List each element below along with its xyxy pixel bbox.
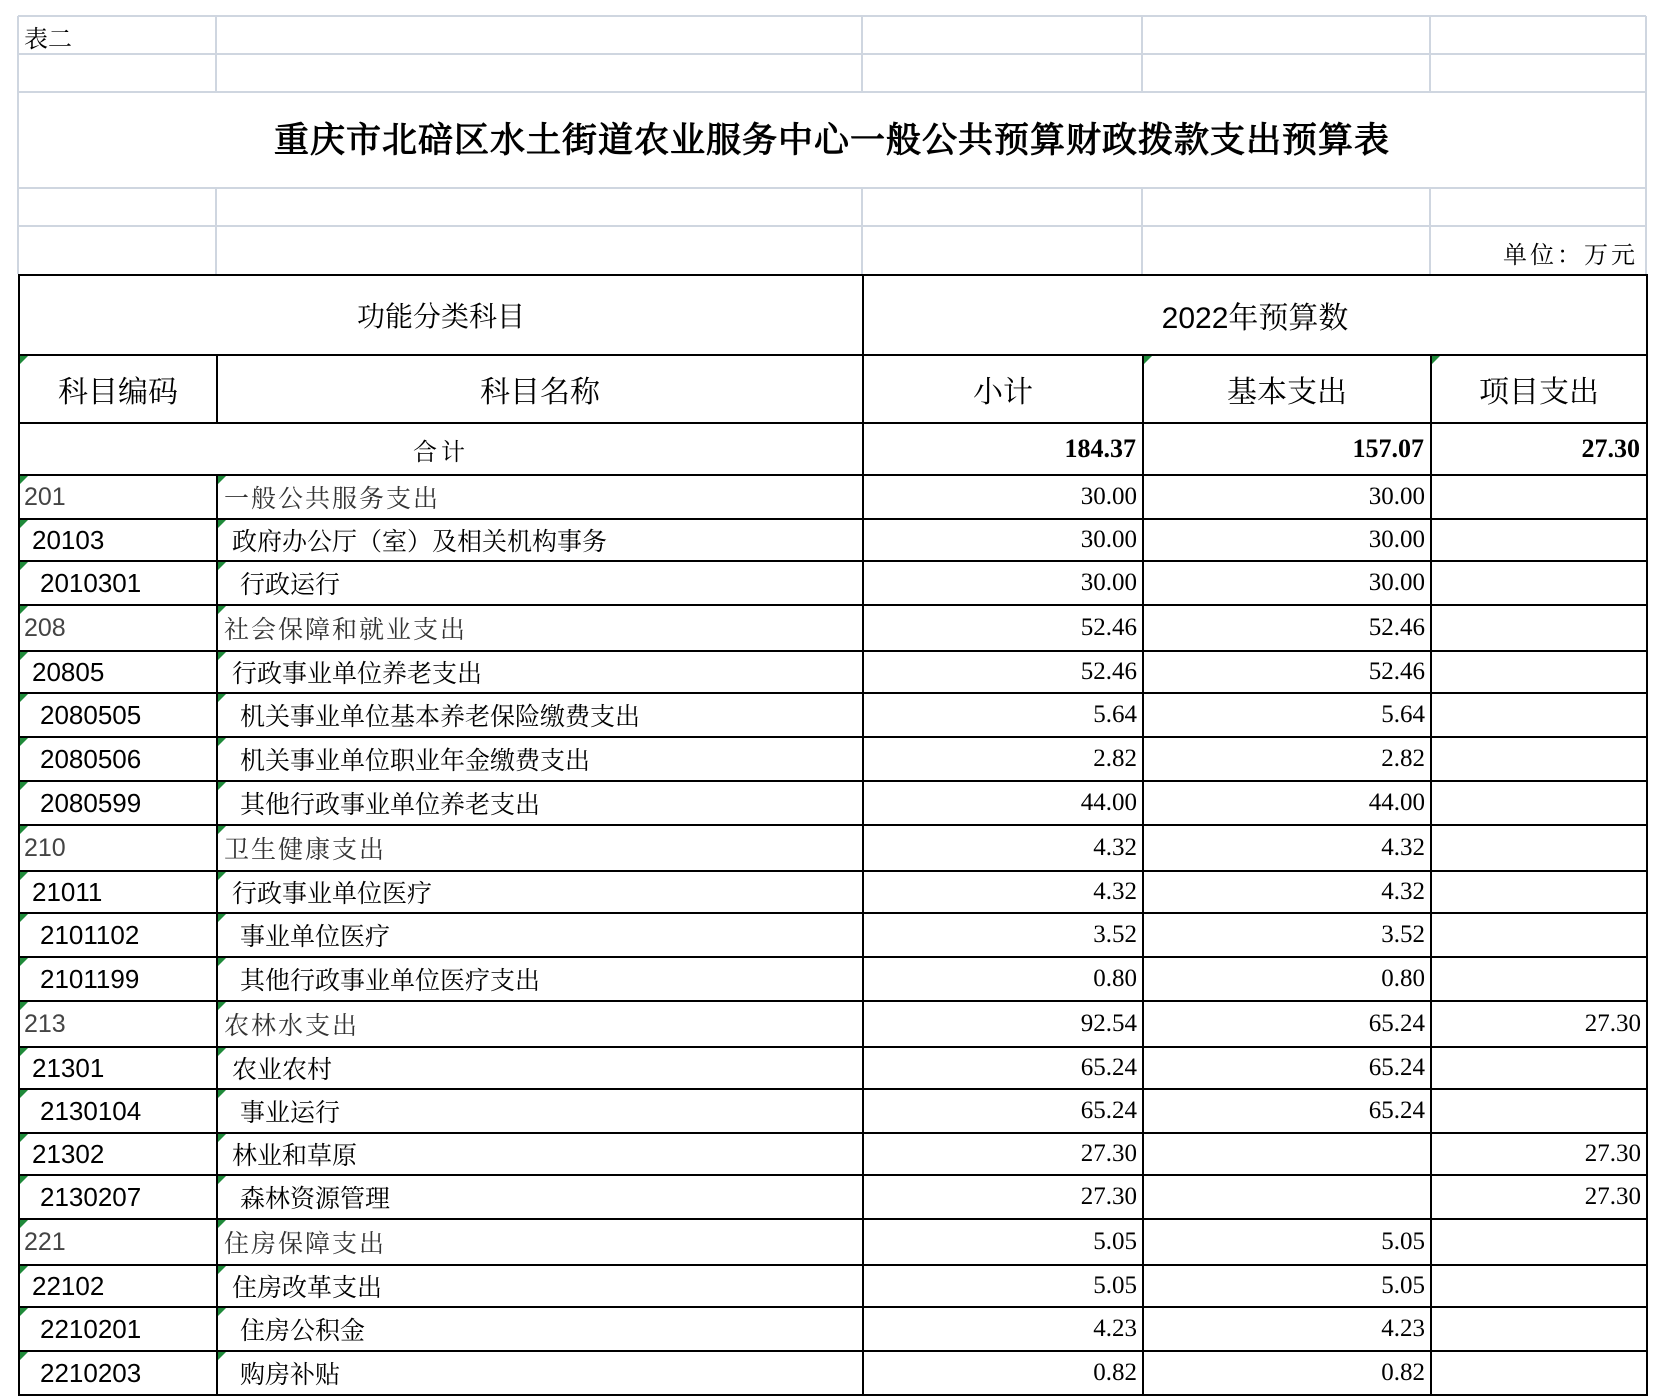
row-subtotal: 30.00 [863, 475, 1143, 519]
row-project [1431, 913, 1647, 957]
row-subtotal: 30.00 [863, 561, 1143, 605]
table-row [19, 1265, 1647, 1307]
total-subtotal: 184.37 [863, 423, 1143, 475]
row-code: 210 [19, 825, 217, 871]
row-subtotal: 2.82 [863, 737, 1143, 781]
row-subtotal: 30.00 [863, 519, 1143, 561]
row-subtotal: 65.24 [863, 1089, 1143, 1133]
row-code: 2130207 [19, 1175, 217, 1219]
header-project: 项目支出 [1431, 355, 1647, 423]
row-basic: 5.05 [1143, 1219, 1431, 1265]
table-row [19, 693, 1647, 737]
row-basic: 52.46 [1143, 651, 1431, 693]
row-code: 2080506 [19, 737, 217, 781]
header-functional-class: 功能分类科目 [19, 275, 863, 355]
row-name: 住房改革支出 [217, 1265, 863, 1307]
text-number-marker [20, 1176, 28, 1184]
row-basic [1143, 1175, 1431, 1219]
row-basic: 65.24 [1143, 1047, 1431, 1089]
row-basic: 4.32 [1143, 825, 1431, 871]
row-project [1431, 1307, 1647, 1351]
row-code: 2080599 [19, 781, 217, 825]
row-subtotal: 52.46 [863, 605, 1143, 651]
row-code: 221 [19, 1219, 217, 1265]
row-subtotal: 44.00 [863, 781, 1143, 825]
row-project: 27.30 [1431, 1175, 1647, 1219]
row-name: 农业农村 [217, 1047, 863, 1089]
row-project [1431, 871, 1647, 913]
header-name: 科目名称 [217, 355, 863, 423]
text-number-marker [20, 872, 28, 880]
total-row [19, 423, 1647, 475]
row-project [1431, 1265, 1647, 1307]
table-row [19, 1219, 1647, 1265]
row-name: 农林水支出 [217, 1001, 863, 1047]
row-name: 机关事业单位基本养老保险缴费支出 [217, 693, 863, 737]
text-number-marker [20, 1048, 28, 1056]
row-name: 卫生健康支出 [217, 825, 863, 871]
text-number-marker [218, 826, 226, 834]
table-row [19, 825, 1647, 871]
row-name: 政府办公厅（室）及相关机构事务 [217, 519, 863, 561]
text-number-marker [20, 1266, 28, 1274]
row-subtotal: 5.64 [863, 693, 1143, 737]
row-project [1431, 737, 1647, 781]
row-basic [1143, 1133, 1431, 1175]
text-number-marker [20, 738, 28, 746]
total-project: 27.30 [1431, 423, 1647, 475]
table-row [19, 1133, 1647, 1175]
row-project [1431, 519, 1647, 561]
row-code: 2101102 [19, 913, 217, 957]
text-number-marker [1144, 356, 1152, 364]
row-basic: 4.32 [1143, 871, 1431, 913]
row-basic: 52.46 [1143, 605, 1431, 651]
text-number-marker [218, 1134, 226, 1142]
text-number-marker [20, 562, 28, 570]
row-code: 2010301 [19, 561, 217, 605]
table-row [19, 871, 1647, 913]
table-row [19, 1089, 1647, 1133]
text-number-marker [20, 606, 28, 614]
page-title: 重庆市北碚区水土街道农业服务中心一般公共预算财政拨款支出预算表 [273, 120, 1390, 161]
table-row [19, 913, 1647, 957]
row-project [1431, 781, 1647, 825]
row-basic: 0.82 [1143, 1351, 1431, 1395]
total-label: 合计 [19, 423, 863, 475]
row-name: 林业和草原 [217, 1133, 863, 1175]
sheet-label: 表二 [24, 25, 72, 53]
row-name: 行政运行 [217, 561, 863, 605]
table-row [19, 519, 1647, 561]
row-subtotal: 4.32 [863, 825, 1143, 871]
text-number-marker [20, 1220, 28, 1228]
table-row [19, 737, 1647, 781]
text-number-marker [218, 958, 226, 966]
row-code: 21301 [19, 1047, 217, 1089]
row-name: 住房公积金 [217, 1307, 863, 1351]
text-number-marker [20, 1090, 28, 1098]
text-number-marker [20, 652, 28, 660]
row-project [1431, 957, 1647, 1001]
text-number-marker [218, 1220, 226, 1228]
text-number-marker [218, 1002, 226, 1010]
text-number-marker [1432, 356, 1440, 364]
row-basic: 30.00 [1143, 475, 1431, 519]
row-name: 购房补贴 [217, 1351, 863, 1395]
text-number-marker [218, 1176, 226, 1184]
row-project [1431, 605, 1647, 651]
table-row [19, 475, 1647, 519]
text-number-marker [20, 782, 28, 790]
table-row [19, 1001, 1647, 1047]
table-row [19, 605, 1647, 651]
text-number-marker [20, 694, 28, 702]
row-basic: 44.00 [1143, 781, 1431, 825]
total-basic: 157.07 [1143, 423, 1431, 475]
text-number-marker [20, 1308, 28, 1316]
header-row-2 [19, 355, 1647, 423]
row-project [1431, 1351, 1647, 1395]
row-name: 机关事业单位职业年金缴费支出 [217, 737, 863, 781]
row-name: 其他行政事业单位医疗支出 [217, 957, 863, 1001]
text-number-marker [218, 652, 226, 660]
text-number-marker [218, 476, 226, 484]
row-subtotal: 4.23 [863, 1307, 1143, 1351]
header-code: 科目编码 [19, 355, 217, 423]
row-project [1431, 825, 1647, 871]
table-row [19, 1047, 1647, 1089]
header-basic: 基本支出 [1143, 355, 1431, 423]
row-code: 21011 [19, 871, 217, 913]
row-code: 2210201 [19, 1307, 217, 1351]
text-number-marker [20, 826, 28, 834]
row-basic: 5.05 [1143, 1265, 1431, 1307]
row-subtotal: 5.05 [863, 1265, 1143, 1307]
row-project [1431, 1047, 1647, 1089]
row-basic: 30.00 [1143, 561, 1431, 605]
row-code: 20805 [19, 651, 217, 693]
table-row [19, 651, 1647, 693]
row-project [1431, 561, 1647, 605]
header-subtotal: 小计 [863, 355, 1143, 423]
row-code: 2080505 [19, 693, 217, 737]
row-name: 其他行政事业单位养老支出 [217, 781, 863, 825]
text-number-marker [20, 1134, 28, 1142]
text-number-marker [20, 520, 28, 528]
budget-table [18, 274, 1648, 1396]
text-number-marker [218, 520, 226, 528]
text-number-marker [20, 1352, 28, 1360]
row-name: 森林资源管理 [217, 1175, 863, 1219]
text-number-marker [20, 1002, 28, 1010]
row-name: 住房保障支出 [217, 1219, 863, 1265]
row-subtotal: 27.30 [863, 1175, 1143, 1219]
row-project [1431, 475, 1647, 519]
text-number-marker [218, 872, 226, 880]
text-number-marker [218, 606, 226, 614]
row-basic: 65.24 [1143, 1089, 1431, 1133]
row-code: 2101199 [19, 957, 217, 1001]
table-row [19, 1351, 1647, 1395]
header-row-1 [19, 275, 1647, 355]
table-row [19, 1307, 1647, 1351]
text-number-marker [20, 914, 28, 922]
text-number-marker [218, 694, 226, 702]
row-subtotal: 92.54 [863, 1001, 1143, 1047]
row-code: 213 [19, 1001, 217, 1047]
row-code: 21302 [19, 1133, 217, 1175]
row-code: 20103 [19, 519, 217, 561]
row-subtotal: 65.24 [863, 1047, 1143, 1089]
header-budget-year: 2022年预算数 [863, 275, 1647, 355]
row-name: 一般公共服务支出 [217, 475, 863, 519]
row-project: 27.30 [1431, 1001, 1647, 1047]
row-subtotal: 4.32 [863, 871, 1143, 913]
row-subtotal: 5.05 [863, 1219, 1143, 1265]
text-number-marker [218, 1090, 226, 1098]
table-row [19, 957, 1647, 1001]
table-row [19, 561, 1647, 605]
text-number-marker [20, 356, 28, 364]
text-number-marker [218, 1266, 226, 1274]
row-name: 行政事业单位养老支出 [217, 651, 863, 693]
text-number-marker [20, 476, 28, 484]
text-number-marker [218, 1048, 226, 1056]
row-name: 行政事业单位医疗 [217, 871, 863, 913]
text-number-marker [218, 1308, 226, 1316]
row-basic: 4.23 [1143, 1307, 1431, 1351]
text-number-marker [218, 1352, 226, 1360]
row-project [1431, 1089, 1647, 1133]
row-basic: 2.82 [1143, 737, 1431, 781]
row-name: 事业单位医疗 [217, 913, 863, 957]
row-basic: 5.64 [1143, 693, 1431, 737]
row-subtotal: 3.52 [863, 913, 1143, 957]
row-basic: 30.00 [1143, 519, 1431, 561]
row-subtotal: 0.82 [863, 1351, 1143, 1395]
row-basic: 0.80 [1143, 957, 1431, 1001]
row-project [1431, 1219, 1647, 1265]
text-number-marker [218, 738, 226, 746]
row-project [1431, 693, 1647, 737]
row-name: 社会保障和就业支出 [217, 605, 863, 651]
unit-label: 单位：万元 [1503, 241, 1638, 269]
row-subtotal: 0.80 [863, 957, 1143, 1001]
text-number-marker [218, 562, 226, 570]
row-project: 27.30 [1431, 1133, 1647, 1175]
table-row [19, 1175, 1647, 1219]
text-number-marker [218, 914, 226, 922]
row-basic: 3.52 [1143, 913, 1431, 957]
row-code: 208 [19, 605, 217, 651]
row-code: 201 [19, 475, 217, 519]
row-code: 2130104 [19, 1089, 217, 1133]
row-code: 22102 [19, 1265, 217, 1307]
row-subtotal: 52.46 [863, 651, 1143, 693]
row-code: 2210203 [19, 1351, 217, 1395]
row-project [1431, 651, 1647, 693]
table-row [19, 781, 1647, 825]
row-name: 事业运行 [217, 1089, 863, 1133]
row-basic: 65.24 [1143, 1001, 1431, 1047]
text-number-marker [20, 958, 28, 966]
row-subtotal: 27.30 [863, 1133, 1143, 1175]
text-number-marker [218, 782, 226, 790]
